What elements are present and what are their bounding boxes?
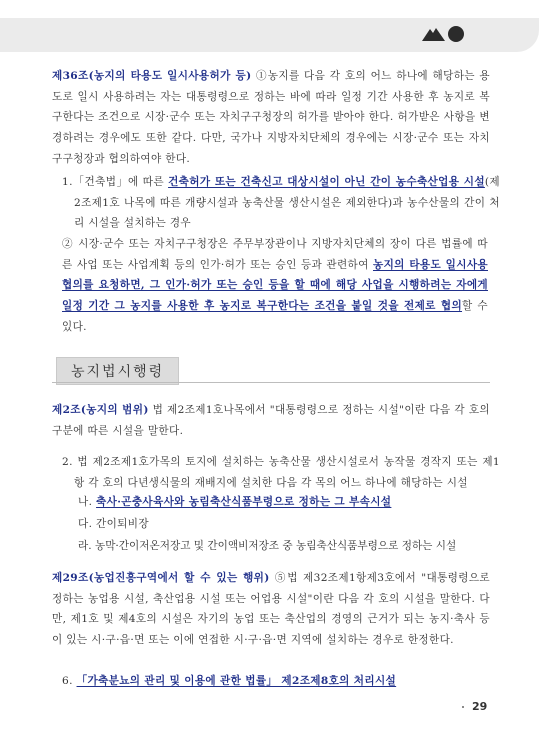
- para2-prefix: ② 시장·군수 또는 자치구구청장은 주무부장관이나 지방자치단체의 장이 다른 법률에 따른 사업 또는 사업계획 등의 인가·허가 또는 승인 등과 관련하여: [62, 238, 488, 271]
- item6-label: 6.: [62, 675, 77, 687]
- page-dot: [462, 706, 464, 708]
- article2-heading: 제2조(농지의 범위): [52, 404, 149, 416]
- item1-emphasis: 건축허가 또는 건축신고 대상시설이 아닌 간이 농수축산업용 시설: [168, 176, 485, 188]
- page-number: 29: [472, 700, 488, 713]
- article29-paragraph: [52, 568, 490, 651]
- section-title: 농지법시행령: [56, 357, 179, 385]
- item6-emphasis: 「가축분뇨의 관리 및 이용에 관한 법률」 제2조제8호의 처리시설: [76, 675, 397, 687]
- item-na-emphasis: 축사·곤충사육사와 농림축산식품부령으로 정하는 그 부속시설: [96, 496, 392, 508]
- article29-heading: 제29조(농업진흥구역에서 할 수 있는 행위): [52, 572, 270, 584]
- item-na-label: 나.: [78, 496, 97, 508]
- article29-body: ⑤법 제32조제1항제3호에서 "대통령령으로 정하는 농업용 시설, 축산업용 시설 또는 어업용 시설"이란 다음 각 호의 시설을 말한다. 다만, 제1호 및 제4호의 시설은 자기의 농업 또는 축산업의 경영의 근거가 되는 농지·축사 등이 있는 시·구·읍·면 또는 이에 연접한 시·구·읍·면 지역에 설치하는 경우로 한정한다.: [52, 572, 490, 647]
- article2-item-da: 다. 간이퇴비장: [78, 518, 149, 530]
- circle-icon: [448, 26, 464, 42]
- article2-item-na: [78, 492, 488, 513]
- article29-item6: [62, 671, 488, 692]
- article2-body: 법 제2조제1호나목에서 "대통령령으로 정하는 시설"이란 다음 각 호의 구분에 따른 시설을 말한다.: [52, 404, 490, 437]
- header-band: [0, 0, 539, 60]
- article2-item-ra: 라. 농막·간이저온저장고 및 간이액비저장조 중 농림축산식품부령으로 정하는 시설: [78, 540, 457, 552]
- header-decoration: [420, 22, 470, 44]
- para2-emphasis: 농지의 타용도 일시사용 협의를 요청하면, 그 인가·허가 또는 승인 등을 할 때에 해당 사업을 시행하려는 자에게 일정 기간 그 농지를 사용한 후 농지로 복구한다는 조건을 붙일 것을 전제로 협의: [62, 258, 488, 313]
- article2-item2: 2. 법 제2조제1호가목의 토지에 설치하는 농축산물 생산시설로서 농작물 경작지 또는 제1항 각 호의 다년생식물의 재배지에 설치한 다음 각 목의 어느 하나에 해당하는 시설: [62, 456, 500, 489]
- mountain-icon: [422, 28, 445, 41]
- item1-prefix: 1.「건축법」에 따른: [62, 176, 169, 188]
- article36-heading: 제36조(농지의 타용도 일시사용허가 등): [52, 70, 252, 82]
- para2-suffix: 할 수 있다.: [62, 300, 488, 333]
- article36-body: ①농지를 다음 각 호의 어느 하나에 해당하는 용도로 일시 사용하려는 자는 대통령령으로 정하는 바에 따라 일정 기간 사용한 후 농지로 복구한다는 조건으로 시장·군수 또는 자치구구청장의 허가를 받아야 한다. 허가받은 사항을 변경하려는 경우에도 또한 같다. 다만, 국가나 지방자치단체의 경우에는 시장·군수 또는 자치구구청장과 협의하여야 한다.: [52, 70, 490, 165]
- article36-item1: [62, 172, 500, 234]
- article2-paragraph: [52, 400, 490, 441]
- section-divider: [52, 382, 490, 383]
- item1-suffix: (제2조제1호 나목에 따른 개량시설과 농축산물 생산시설은 제외한다)과 농수산물의 간이 처리 시설을 설치하는 경우: [74, 176, 500, 230]
- article36-paragraph2: [62, 234, 488, 338]
- article36-paragraph: [52, 66, 490, 170]
